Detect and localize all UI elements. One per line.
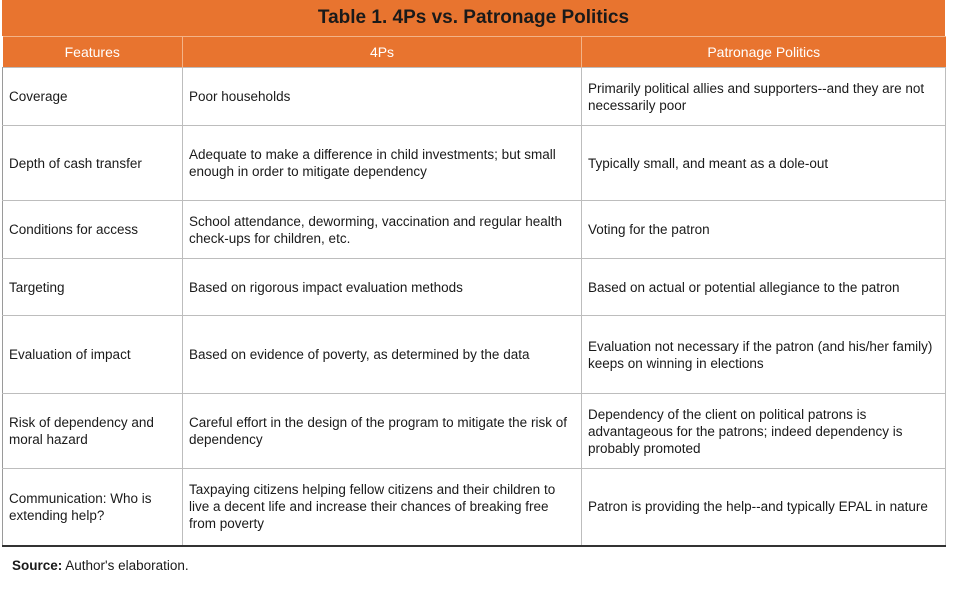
table-row	[3, 259, 946, 316]
table-row	[3, 469, 946, 546]
column-header-4ps: 4Ps	[183, 37, 582, 68]
header-row	[3, 37, 946, 68]
patronage-cell: Dependency of the client on political patrons is advantageous for the patrons; indeed dependency is probably promoted	[582, 394, 946, 469]
patronage-cell: Primarily political allies and supporters--and they are not necessarily poor	[582, 68, 946, 126]
source-text: Author's elaboration.	[62, 558, 189, 573]
column-header-features: Features	[3, 37, 183, 68]
table-title: Table 1. 4Ps vs. Patronage Politics	[2, 0, 945, 36]
4ps-cell: School attendance, deworming, vaccination and regular health check-ups for children, etc.	[183, 201, 582, 259]
table-row	[3, 68, 946, 126]
feature-cell: Depth of cash transfer	[3, 126, 183, 201]
4ps-cell: Careful effort in the design of the program to mitigate the risk of dependency	[183, 394, 582, 469]
4ps-cell: Taxpaying citizens helping fellow citizens and their children to live a decent life and increase their chances of breaking free from poverty	[183, 469, 582, 546]
feature-cell: Coverage	[3, 68, 183, 126]
feature-cell: Evaluation of impact	[3, 316, 183, 394]
patronage-cell: Patron is providing the help--and typically EPAL in nature	[582, 469, 946, 546]
table-row	[3, 126, 946, 201]
patronage-cell: Evaluation not necessary if the patron (and his/her family) keeps on winning in elections	[582, 316, 946, 394]
feature-cell: Communication: Who is extending help?	[3, 469, 183, 546]
4ps-cell: Based on evidence of poverty, as determined by the data	[183, 316, 582, 394]
4ps-cell: Adequate to make a difference in child investments; but small enough in order to mitigate dependency	[183, 126, 582, 201]
column-header-patronage-politics: Patronage Politics	[582, 37, 946, 68]
table-row	[3, 316, 946, 394]
comparison-table	[2, 0, 945, 547]
4ps-cell: Based on rigorous impact evaluation methods	[183, 259, 582, 316]
table-grid	[2, 36, 946, 547]
patronage-cell: Based on actual or potential allegiance to the patron	[582, 259, 946, 316]
patronage-cell: Voting for the patron	[582, 201, 946, 259]
table-row	[3, 201, 946, 259]
4ps-cell: Poor households	[183, 68, 582, 126]
patronage-cell: Typically small, and meant as a dole-out	[582, 126, 946, 201]
feature-cell: Targeting	[3, 259, 183, 316]
table-row	[3, 394, 946, 469]
source-label: Source:	[12, 558, 63, 573]
feature-cell: Conditions for access	[3, 201, 183, 259]
source-note	[12, 558, 189, 573]
feature-cell: Risk of dependency and moral hazard	[3, 394, 183, 469]
